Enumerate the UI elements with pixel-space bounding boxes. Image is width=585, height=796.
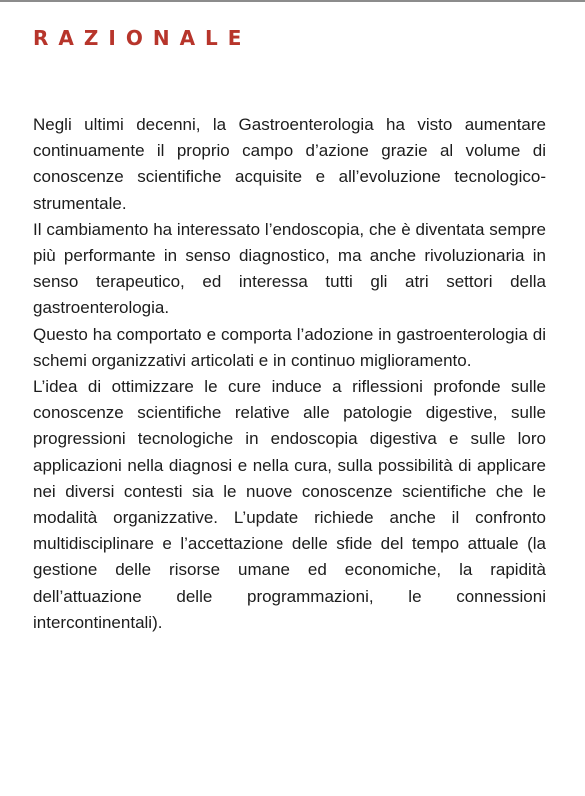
paragraph-2: Il cambiamento ha interessato l’endoscopia, che è diventata sempre più performante in senso diagnostico, ma anche rivoluzionaria in senso terapeutico, ed interessa tutti gli atri settori della gastroenterologia. (33, 219, 546, 318)
top-divider (0, 0, 585, 2)
paragraph-4: L’idea di ottimizzare le cure induce a riflessioni profonde sulle conoscenze scientifiche relative alle patologie digestive, sulle progressioni tecnologiche in endoscopia digestiva e sulle loro applicazioni nella diagnosi e nella cura, sulla possibilità di applicare nei diversi contesti sia le nuove conoscenze scientifiche che le modalità organizzative. L’update richiede anche il confronto multidisciplinare e l’accettazione delle sfide del tempo attuale (la gestione delle risorse umane ed economiche, la rapidità dell’attuazione delle programmazioni, le connessioni intercontinentali). (33, 377, 546, 632)
paragraph-3: Questo ha comportato e comporta l’adozione in gastroenterologia di schemi organizzativi articolati e in continuo miglioramento. (33, 324, 546, 370)
paragraph-1: Negli ultimi decenni, la Gastroenterologia ha visto aumentare continuamente il proprio campo d’azione grazie al volume di conoscenze scientifiche acquisite e all’evoluzione tecnologico-strumentale. (33, 115, 546, 213)
section-title: RAZIONALE (33, 26, 252, 50)
body-text (33, 112, 546, 636)
